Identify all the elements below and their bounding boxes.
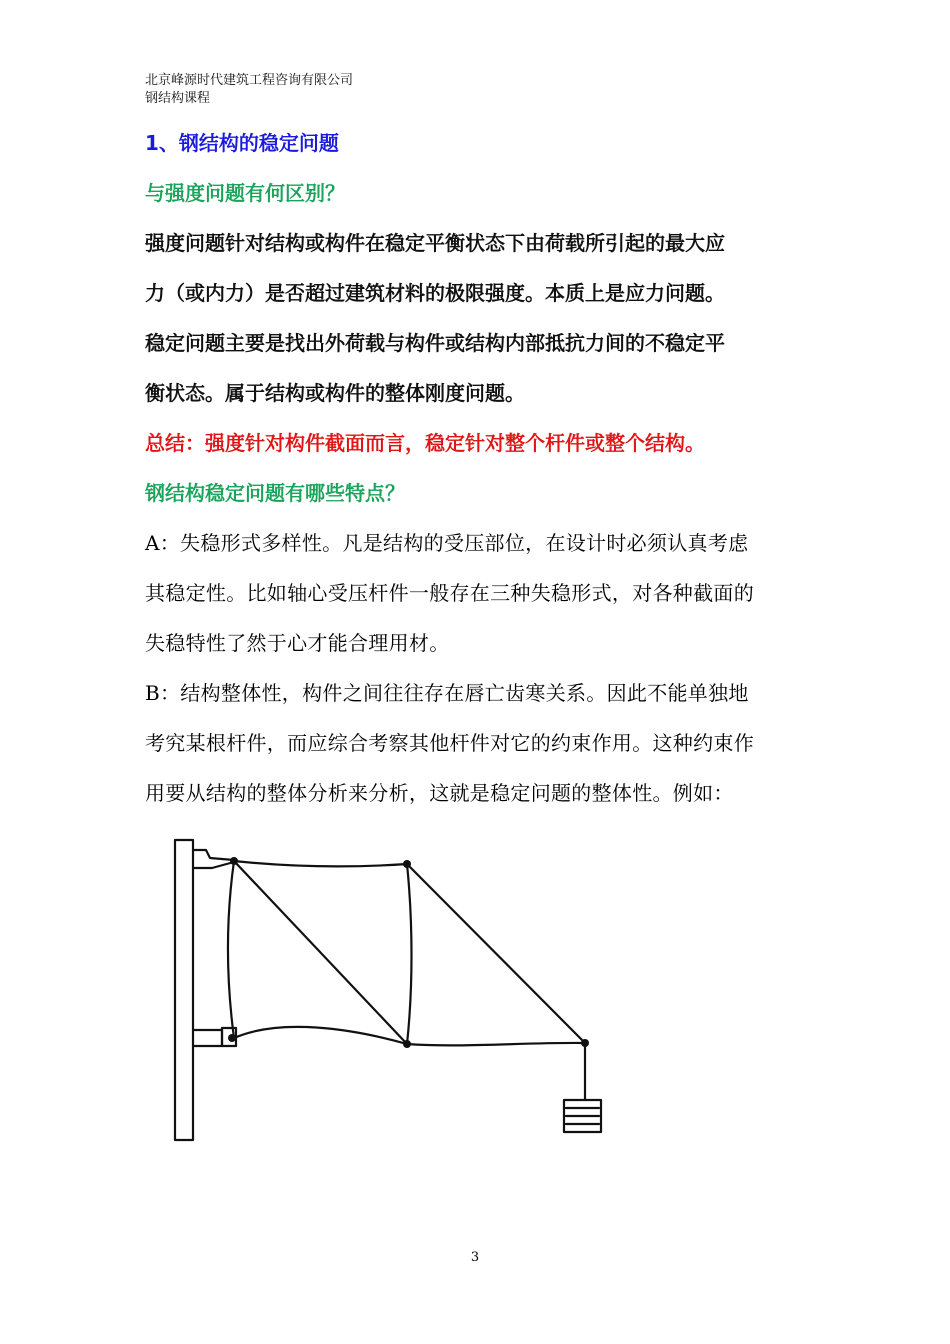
- header-company: 北京峰源时代建筑工程咨询有限公司: [145, 73, 354, 88]
- truss-buckling-diagram: [160, 828, 620, 1148]
- page-content: [145, 118, 810, 818]
- summary-text: 总结：强度针对构件截面而言，稳定针对整个杆件或整个结构。: [145, 431, 705, 455]
- point-b-line: 考究某根杆件，而应综合考察其他杆件对它的约束作用。这种约束作: [145, 731, 754, 755]
- joint-node: [403, 860, 411, 868]
- joint-node: [403, 1040, 411, 1048]
- joint-node: [230, 857, 238, 865]
- weight-lines: [566, 1108, 599, 1124]
- page-number: 3: [470, 1250, 480, 1265]
- point-a-line: 失稳特性了然于心才能合理用材。: [145, 631, 450, 655]
- outer-diagonal: [407, 864, 585, 1043]
- point-b-line: B：结构整体性，构件之间往往存在唇亡齿寒关系。因此不能单独地: [145, 681, 749, 705]
- strength-text-line: 力（或内力）是否超过建筑材料的极限强度。本质上是应力问题。: [145, 281, 725, 305]
- middle-vertical: [407, 864, 412, 1044]
- stability-text-line: 稳定问题主要是找出外荷载与构件或结构内部抵抗力间的不稳定平: [145, 331, 725, 355]
- point-a-line: 其稳定性。比如轴心受压杆件一般存在三种失稳形式，对各种截面的: [145, 581, 754, 605]
- bottom-connector: [193, 1030, 222, 1046]
- joint-node: [228, 1034, 236, 1042]
- point-a-line: A：失稳形式多样性。凡是结构的受压部位，在设计时必须认真考虑: [145, 531, 749, 555]
- question-features: 钢结构稳定问题有哪些特点？: [145, 481, 405, 505]
- stability-text-line: 衡状态。属于结构或构件的整体刚度问题。: [145, 381, 525, 405]
- diagonal-member: [234, 861, 407, 1044]
- top-chord: [234, 861, 407, 866]
- top-connector: [193, 850, 234, 868]
- question-strength-vs-stability: 与强度问题有何区别？: [145, 181, 345, 205]
- point-b-line: 用要从结构的整体分析来分析，这就是稳定问题的整体性。例如：: [145, 781, 734, 805]
- section-title: 1、钢结构的稳定问题: [145, 131, 339, 155]
- joint-node: [581, 1039, 589, 1047]
- wall-column: [175, 840, 193, 1140]
- left-vertical: [228, 861, 234, 1038]
- header-course: 钢结构课程: [145, 91, 211, 106]
- strength-text-line: 强度问题针对结构或构件在稳定平衡状态下由荷载所引起的最大应: [145, 231, 725, 255]
